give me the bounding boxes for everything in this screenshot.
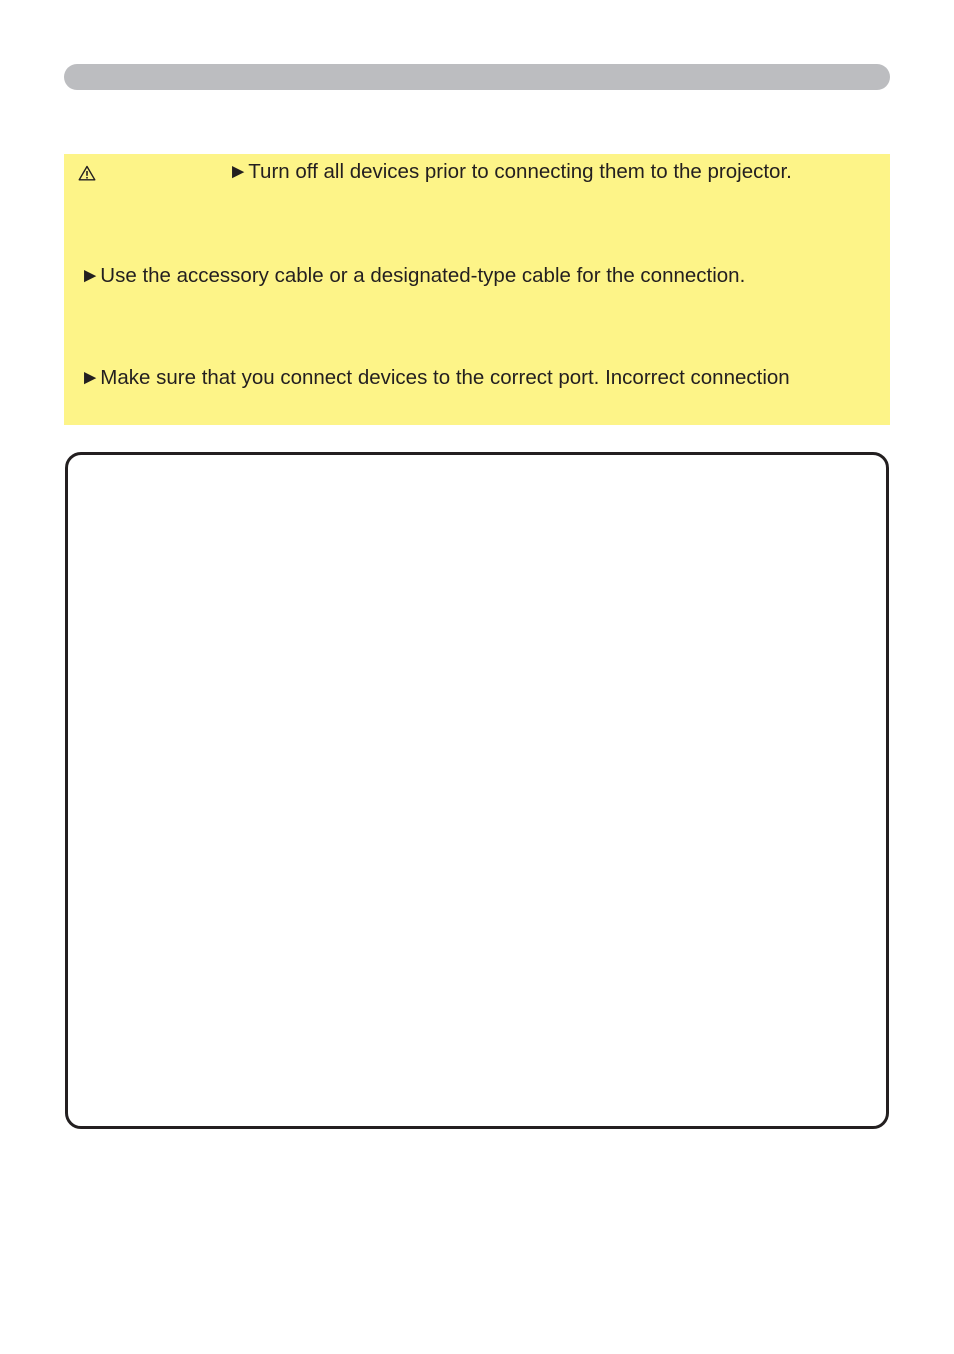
warning-line-power-off: ►Turn off all devices prior to connecting them to the projector. (228, 160, 792, 183)
section-header-bar (64, 64, 890, 90)
warning-line-port: ►Make sure that you connect devices to the correct port. Incorrect connection (80, 366, 790, 389)
warning-box (64, 154, 890, 425)
content-frame (65, 452, 889, 1129)
warning-triangle-icon (78, 165, 96, 181)
warning-line-cable: ►Use the accessory cable or a designated-type cable for the connection. (80, 264, 746, 287)
